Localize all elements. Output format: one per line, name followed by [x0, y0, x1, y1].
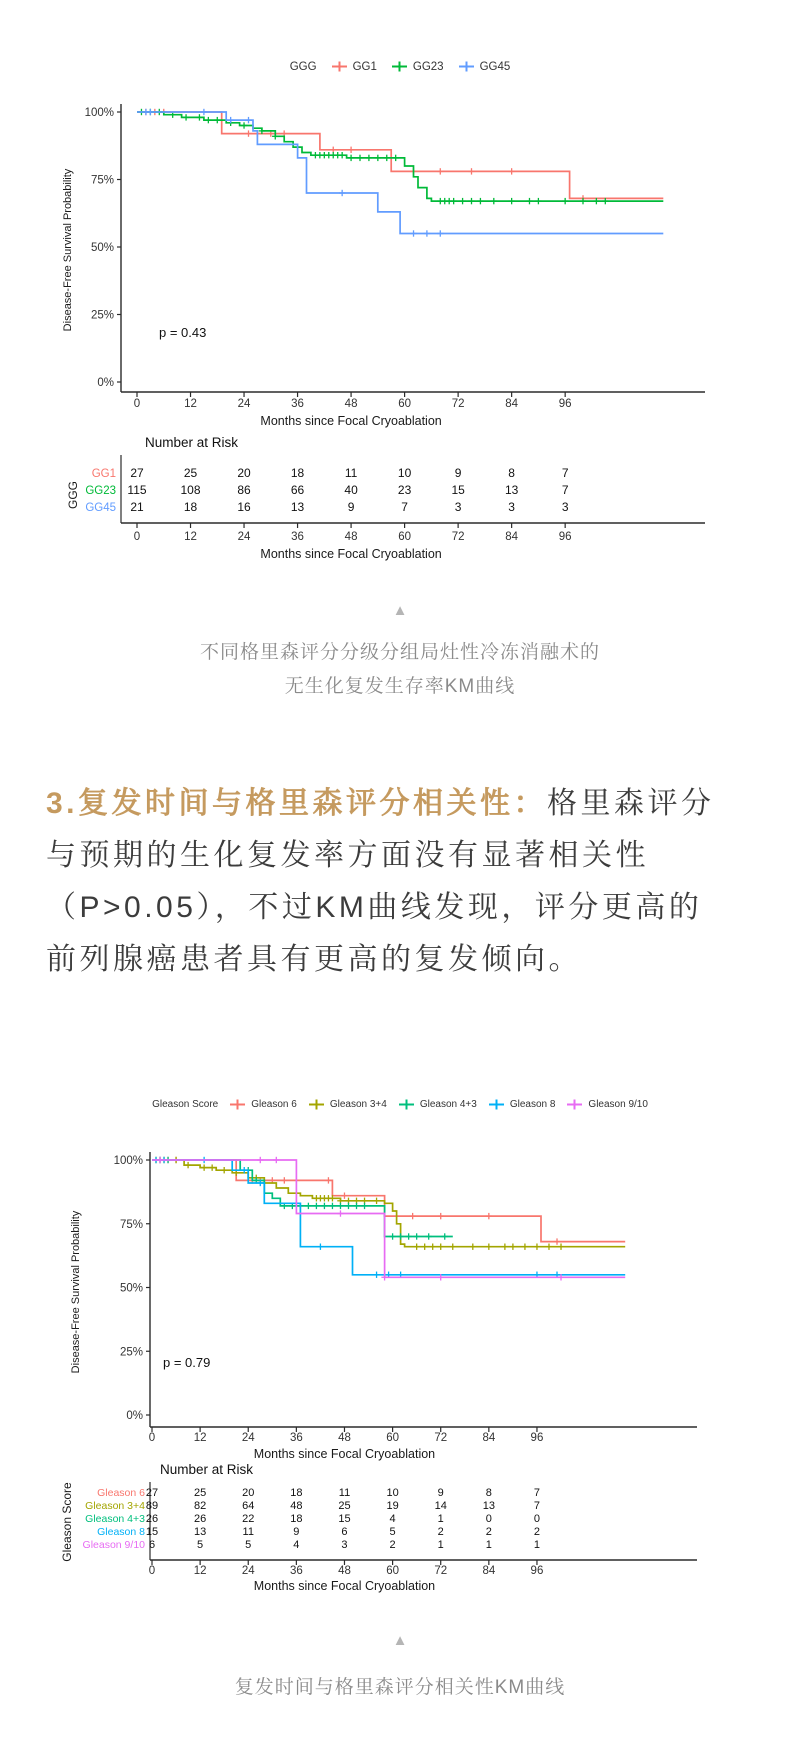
- risk-x-tick-label: 96: [558, 531, 572, 543]
- legend-entry-label: Gleason 4+3: [419, 1099, 477, 1110]
- risk-x-tick-label: 60: [398, 531, 411, 543]
- risk-count: 8: [508, 466, 515, 480]
- y-tick-label: 100%: [84, 107, 114, 119]
- km-curve-Gleason-3+4: [152, 1160, 625, 1247]
- y-tick-label: 0%: [97, 377, 114, 389]
- x-tick-label: 24: [237, 398, 251, 410]
- km-curve-Gleason-4+3: [152, 1160, 453, 1237]
- risk-count: 23: [397, 483, 412, 497]
- y-axis-title: Disease-Free Survival Probability: [62, 168, 74, 332]
- legend-entry-label: Gleason 6: [251, 1099, 297, 1110]
- y-tick-label: 0%: [126, 1410, 143, 1422]
- risk-count: 9: [293, 1526, 300, 1538]
- x-tick-label: 24: [241, 1432, 255, 1444]
- km-curve-Gleason-9/10: [152, 1160, 625, 1277]
- risk-count: 22: [242, 1513, 255, 1525]
- risk-x-tick-label: 36: [289, 1565, 303, 1577]
- x-tick-label: 48: [338, 1432, 351, 1444]
- risk-row-label: GG1: [91, 468, 116, 480]
- paragraph-line1: [46, 778, 758, 830]
- risk-count: 9: [347, 500, 355, 514]
- y-tick-label: 75%: [119, 1218, 143, 1231]
- risk-x-tick-label: 84: [505, 531, 519, 543]
- chart2-legend: [0, 1098, 800, 1111]
- risk-count: 2: [533, 1526, 541, 1538]
- risk-table-title: Number at Risk: [160, 1462, 254, 1477]
- risk-count: 3: [454, 500, 462, 514]
- km-curve-Gleason-6: [152, 1160, 625, 1242]
- risk-group-label: GGG: [66, 480, 80, 510]
- risk-count: 108: [180, 483, 201, 497]
- x-tick-label: 48: [344, 398, 358, 410]
- risk-x-tick-label: 12: [193, 1565, 207, 1577]
- risk-count: 26: [193, 1513, 207, 1525]
- risk-count: 25: [193, 1487, 207, 1499]
- risk-count: 7: [533, 1500, 541, 1512]
- risk-count: 18: [290, 1487, 303, 1499]
- x-tick-label: 60: [386, 1432, 399, 1444]
- x-tick-label: 36: [291, 398, 304, 410]
- censor-plus-icon: [229, 1098, 246, 1111]
- legend-entry: [458, 60, 511, 73]
- paragraph-line3: （P>0.05），不过KM曲线发现，评分更高的: [46, 891, 703, 924]
- x-tick-label: 36: [289, 1432, 303, 1444]
- collapse-arrow-icon[interactable]: ▲: [392, 602, 408, 619]
- risk-x-tick-label: 48: [338, 1565, 351, 1577]
- legend-entry-label: GG1: [352, 60, 377, 73]
- risk-count: 10: [386, 1487, 399, 1499]
- x-axis-title: Months since Focal Cryoablation: [260, 414, 442, 428]
- risk-count: 3: [508, 500, 515, 514]
- legend-entry: [331, 60, 377, 73]
- risk-count: 5: [245, 1539, 252, 1551]
- collapse-arrow-icon-2[interactable]: ▲: [392, 1632, 408, 1649]
- risk-count: 27: [130, 466, 144, 480]
- risk-row-label: GG23: [85, 485, 116, 497]
- legend-title: Gleason Score: [152, 1099, 219, 1110]
- risk-count: 2: [485, 1526, 492, 1538]
- risk-count: 3: [341, 1539, 348, 1551]
- risk-count: 115: [127, 483, 147, 497]
- x-tick-label: 0: [133, 398, 141, 410]
- risk-count: 9: [454, 466, 462, 480]
- x-tick-label: 12: [193, 1432, 207, 1444]
- risk-count: 2: [437, 1526, 444, 1538]
- risk-count: 0: [485, 1513, 492, 1525]
- risk-row-label: Gleason 8: [97, 1526, 145, 1538]
- risk-count: 18: [290, 466, 305, 480]
- legend-entry: [566, 1098, 648, 1111]
- x-tick-label: 72: [451, 398, 465, 410]
- legend-entry: [398, 1098, 477, 1111]
- risk-count: 86: [237, 483, 251, 497]
- risk-count: 7: [561, 466, 569, 480]
- risk-count: 21: [130, 500, 144, 514]
- censor-plus-icon: [398, 1098, 415, 1111]
- censor-plus-icon: [566, 1098, 583, 1111]
- paragraph-heading: 3.复发时间与格里森评分相关性：: [46, 787, 548, 820]
- risk-count: 0: [533, 1513, 541, 1525]
- legend-entry-label: GG23: [412, 60, 444, 73]
- risk-count: 1: [485, 1539, 492, 1551]
- km-chart-ggg: [55, 85, 755, 570]
- censor-plus-icon: [308, 1098, 325, 1111]
- risk-count: 11: [242, 1526, 254, 1538]
- risk-x-tick-label: 60: [386, 1565, 399, 1577]
- risk-count: 82: [193, 1500, 207, 1512]
- y-tick-label: 25%: [90, 309, 114, 322]
- risk-count: 13: [504, 483, 519, 497]
- figure2-caption: [0, 1671, 800, 1705]
- risk-count: 27: [145, 1487, 159, 1499]
- legend-entry: [308, 1098, 387, 1111]
- x-tick-label: 0: [148, 1432, 156, 1444]
- km-curve-GG45: [137, 112, 663, 234]
- y-tick-label: 25%: [119, 1346, 143, 1359]
- risk-count: 26: [145, 1513, 159, 1525]
- x-tick-label: 96: [530, 1432, 544, 1444]
- p-value-label: p = 0.79: [163, 1355, 211, 1370]
- risk-count: 66: [290, 483, 305, 497]
- risk-count: 20: [242, 1487, 255, 1499]
- x-tick-label: 84: [482, 1432, 496, 1444]
- risk-row-label: Gleason 9/10: [82, 1539, 145, 1551]
- p-value-label: p = 0.43: [159, 325, 207, 340]
- censor-plus-icon: [458, 60, 475, 73]
- risk-x-tick-label: 0: [133, 531, 141, 543]
- risk-count: 11: [344, 466, 358, 480]
- risk-x-tick-label: 24: [241, 1565, 255, 1577]
- x-tick-label: 60: [398, 398, 411, 410]
- risk-count: 13: [193, 1526, 207, 1538]
- x-tick-label: 96: [558, 398, 572, 410]
- risk-count: 20: [237, 466, 251, 480]
- figure1-caption-line1: 不同格里森评分分级分组局灶性冷冻消融术的: [199, 642, 600, 663]
- legend-entry: [391, 60, 444, 73]
- risk-row-label: Gleason 3+4: [85, 1500, 145, 1512]
- figure2-caption-line1: 复发时间与格里森评分相关性KM曲线: [234, 1677, 566, 1698]
- risk-count: 7: [401, 500, 408, 514]
- risk-count: 11: [338, 1487, 351, 1499]
- risk-count: 1: [437, 1513, 444, 1525]
- risk-group-label: Gleason Score: [60, 1482, 74, 1562]
- paragraph-line2: 与预期的生化复发率方面没有显著相关性: [46, 839, 649, 872]
- y-tick-label: 50%: [119, 1282, 143, 1295]
- figure1-caption-line2: 无生化复发生存率KM曲线: [284, 676, 516, 697]
- risk-count: 1: [533, 1539, 541, 1551]
- risk-x-axis-title: Months since Focal Cryoablation: [253, 1579, 436, 1593]
- censor-plus-icon: [391, 60, 408, 73]
- x-axis-title: Months since Focal Cryoablation: [253, 1447, 436, 1461]
- risk-x-axis-title: Months since Focal Cryoablation: [260, 547, 442, 561]
- risk-count: 89: [145, 1500, 159, 1512]
- censor-plus-icon: [331, 60, 348, 73]
- risk-row-label: GG45: [85, 502, 116, 514]
- legend-entry: [229, 1098, 297, 1111]
- legend-entry-label: Gleason 8: [509, 1099, 556, 1110]
- legend-entry-label: Gleason 3+4: [329, 1099, 387, 1110]
- risk-count: 25: [183, 466, 198, 480]
- km-curve-GG23: [137, 112, 663, 201]
- risk-count: 4: [293, 1539, 300, 1551]
- risk-count: 1: [437, 1539, 444, 1551]
- risk-count: 4: [389, 1513, 396, 1525]
- risk-count: 5: [389, 1526, 396, 1538]
- km-curve-GG1: [137, 112, 663, 198]
- y-tick-label: 75%: [90, 174, 114, 187]
- risk-x-tick-label: 48: [344, 531, 358, 543]
- risk-count: 7: [561, 483, 569, 497]
- risk-count: 14: [434, 1500, 447, 1512]
- risk-count: 48: [290, 1500, 303, 1512]
- risk-count: 5: [197, 1539, 204, 1551]
- risk-count: 16: [237, 500, 251, 514]
- y-axis-title: Disease-Free Survival Probability: [70, 1210, 82, 1374]
- risk-x-tick-label: 36: [291, 531, 304, 543]
- legend-entry-label: GG45: [479, 60, 511, 73]
- risk-count: 13: [482, 1500, 495, 1512]
- article-paragraph: [46, 778, 758, 986]
- risk-count: 3: [561, 500, 569, 514]
- paragraph-heading-rest: 格里森评分: [547, 787, 715, 820]
- figure1-caption: [0, 636, 800, 704]
- risk-x-tick-label: 0: [148, 1565, 156, 1577]
- risk-table-title: Number at Risk: [145, 435, 239, 450]
- risk-count: 15: [451, 483, 465, 497]
- censor-plus-icon: [488, 1098, 505, 1111]
- risk-count: 10: [397, 466, 412, 480]
- km-curve-Gleason-8: [152, 1160, 625, 1275]
- x-tick-label: 84: [505, 398, 519, 410]
- risk-count: 13: [290, 500, 305, 514]
- risk-count: 7: [533, 1487, 541, 1499]
- legend-entry-label: Gleason 9/10: [588, 1099, 648, 1110]
- risk-x-tick-label: 24: [237, 531, 251, 543]
- risk-x-tick-label: 96: [530, 1565, 544, 1577]
- y-tick-label: 100%: [113, 1155, 143, 1167]
- chart1-legend: [0, 60, 800, 73]
- paragraph-line4: 前列腺癌患者具有更高的复发倾向。: [46, 943, 582, 976]
- risk-count: 64: [242, 1500, 255, 1512]
- risk-count: 18: [290, 1513, 303, 1525]
- risk-x-tick-label: 72: [434, 1565, 448, 1577]
- x-tick-label: 72: [434, 1432, 448, 1444]
- risk-count: 19: [386, 1500, 399, 1512]
- risk-x-tick-label: 12: [184, 531, 197, 543]
- legend-title: GGG: [289, 60, 317, 73]
- risk-row-label: Gleason 4+3: [85, 1513, 145, 1525]
- risk-count: 40: [344, 483, 358, 497]
- risk-count: 25: [338, 1500, 351, 1512]
- risk-count: 8: [485, 1487, 492, 1499]
- km-chart-gleason: [55, 1122, 755, 1607]
- risk-count: 18: [183, 500, 198, 514]
- risk-x-tick-label: 84: [482, 1565, 496, 1577]
- risk-count: 15: [145, 1526, 159, 1538]
- risk-count: 2: [389, 1539, 396, 1551]
- risk-count: 6: [341, 1526, 348, 1538]
- x-tick-label: 12: [184, 398, 197, 410]
- risk-count: 15: [338, 1513, 351, 1525]
- y-tick-label: 50%: [90, 242, 114, 254]
- legend-entry: [488, 1098, 556, 1111]
- risk-count: 6: [148, 1539, 156, 1551]
- risk-x-tick-label: 72: [451, 531, 465, 543]
- risk-count: 9: [437, 1487, 444, 1499]
- risk-row-label: Gleason 6: [97, 1487, 145, 1499]
